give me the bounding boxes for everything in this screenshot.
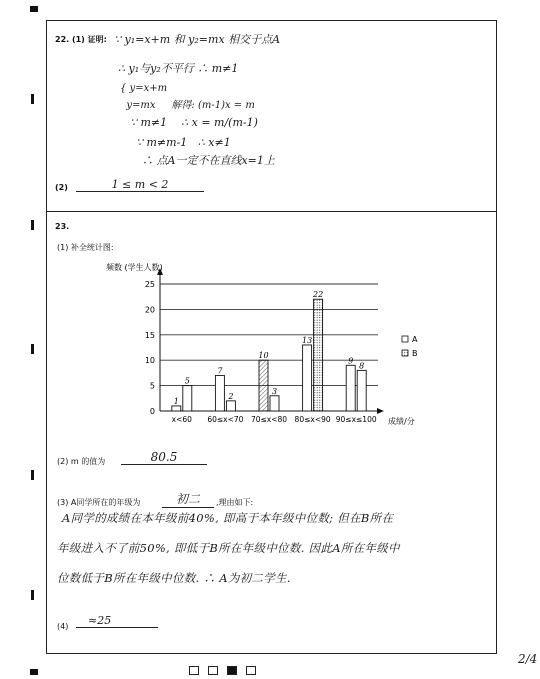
q23-essay-line-2: 年级进入不了前50%, 即低于B所在年级中位数. 因此A所在年级中: [57, 541, 400, 555]
x-tick-label: 90≤x≤100: [335, 415, 377, 424]
q23-part4-label: (4): [57, 622, 69, 631]
x-tick-label: 80≤x<90: [294, 415, 331, 424]
scan-mark: [30, 6, 38, 12]
y-tick-label: 0: [149, 407, 155, 416]
y-tick-label: 15: [144, 330, 155, 340]
pager-box: [246, 666, 256, 675]
bar-B-0: [183, 386, 192, 411]
q23-number: 23.: [55, 222, 70, 231]
bar-A-3: [303, 345, 312, 411]
q22-part2-label: (2): [55, 183, 68, 192]
scan-mark: [31, 344, 34, 354]
scan-mark: [31, 590, 34, 600]
scan-mark: [31, 220, 34, 230]
pager-box: [189, 666, 199, 675]
bar-B-1: [226, 401, 235, 411]
y-tick-label: 25: [144, 280, 155, 289]
x-axis-label: 成绩/分: [388, 417, 415, 426]
q22-line-4: y=mx 解得: (m-1)x = m: [120, 100, 255, 111]
legend-swatch-B: [402, 350, 408, 356]
q22-line-3: { y=x+m: [120, 83, 168, 94]
bar-value-label: 5: [184, 376, 190, 386]
bar-value-label: 1: [173, 396, 179, 406]
y-tick-label: 10: [144, 356, 155, 366]
chart-grid: [160, 284, 378, 386]
q23-essay-line-3: 位数低于B所在年级中位数. ∴ A为初二学生.: [57, 571, 291, 585]
page-number: 2/4: [518, 652, 538, 666]
scan-mark: [31, 94, 34, 104]
q23-part3-prefix: (3) A同学所在的年级为: [57, 498, 141, 507]
bar-B-3: [314, 299, 323, 411]
pager-box: [227, 666, 237, 675]
x-tick-label: 60≤x<70: [207, 415, 244, 424]
x-tick-label: x<60: [171, 415, 192, 424]
bar-value-label: 10: [258, 351, 269, 361]
q22-line-7: ∴ 点A一定不在直线x=1上: [142, 154, 275, 167]
q22-line-1: ∵ y₁=x+m 和 y₂=mx 相交于点A: [114, 33, 281, 46]
bar-A-1: [215, 375, 224, 411]
bar-value-label: 3: [271, 386, 278, 396]
q23-part1-label: (1) 补全统计图:: [57, 243, 114, 252]
scan-mark: [31, 470, 34, 480]
bar-value-label: 13: [302, 335, 313, 345]
chart-legend: [402, 335, 418, 358]
bar-value-label: 8: [359, 361, 365, 371]
bar-value-label: 9: [348, 356, 354, 366]
bar-A-2: [259, 360, 268, 411]
y-tick-label: 20: [144, 305, 155, 315]
scan-mark: [30, 669, 38, 675]
q23-part3-answer: 初二: [162, 490, 214, 508]
q23-part2-answer: 80.5: [121, 450, 207, 465]
q22-line-5: ∵ m≠1 ∴ x = m/(m-1): [130, 116, 258, 129]
legend-label: A: [412, 335, 418, 344]
bar-B-2: [270, 396, 279, 411]
pager-box: [208, 666, 218, 675]
frequency-bar-chart: [106, 254, 426, 434]
q23-part2-label: (2) m 的值为: [57, 457, 106, 466]
y-tick-label: 5: [149, 381, 155, 391]
q22-label: 22. (1) 证明:: [55, 35, 107, 44]
q22-line-2: ∴ y₁与y₂不平行 ∴ m≠1: [118, 62, 239, 75]
bar-A-0: [172, 406, 181, 411]
q23-essay-line-1: A同学的成绩在本年级前40%, 即高于本年级中位数; 但在B所在: [62, 511, 394, 525]
bar-A-4: [346, 365, 355, 411]
q23-part4-answer: ≈25: [76, 614, 158, 628]
legend-label: B: [412, 349, 418, 358]
y-axis-label: 频数 (学生人数): [106, 263, 163, 272]
legend-swatch-A: [402, 336, 408, 342]
x-tick-label: 70≤x<80: [250, 415, 288, 424]
bar-value-label: 2: [228, 391, 234, 401]
question-divider: [46, 211, 497, 212]
q22-part2-answer: 1 ≤ m < 2: [76, 178, 204, 192]
bar-B-4: [357, 370, 366, 411]
q23-part3-suffix: ,理由如下:: [216, 498, 254, 507]
bar-value-label: 7: [217, 366, 223, 376]
bar-value-label: 22: [313, 290, 324, 300]
q22-line-6: ∵ m≠m-1 ∴ x≠1: [136, 136, 231, 149]
